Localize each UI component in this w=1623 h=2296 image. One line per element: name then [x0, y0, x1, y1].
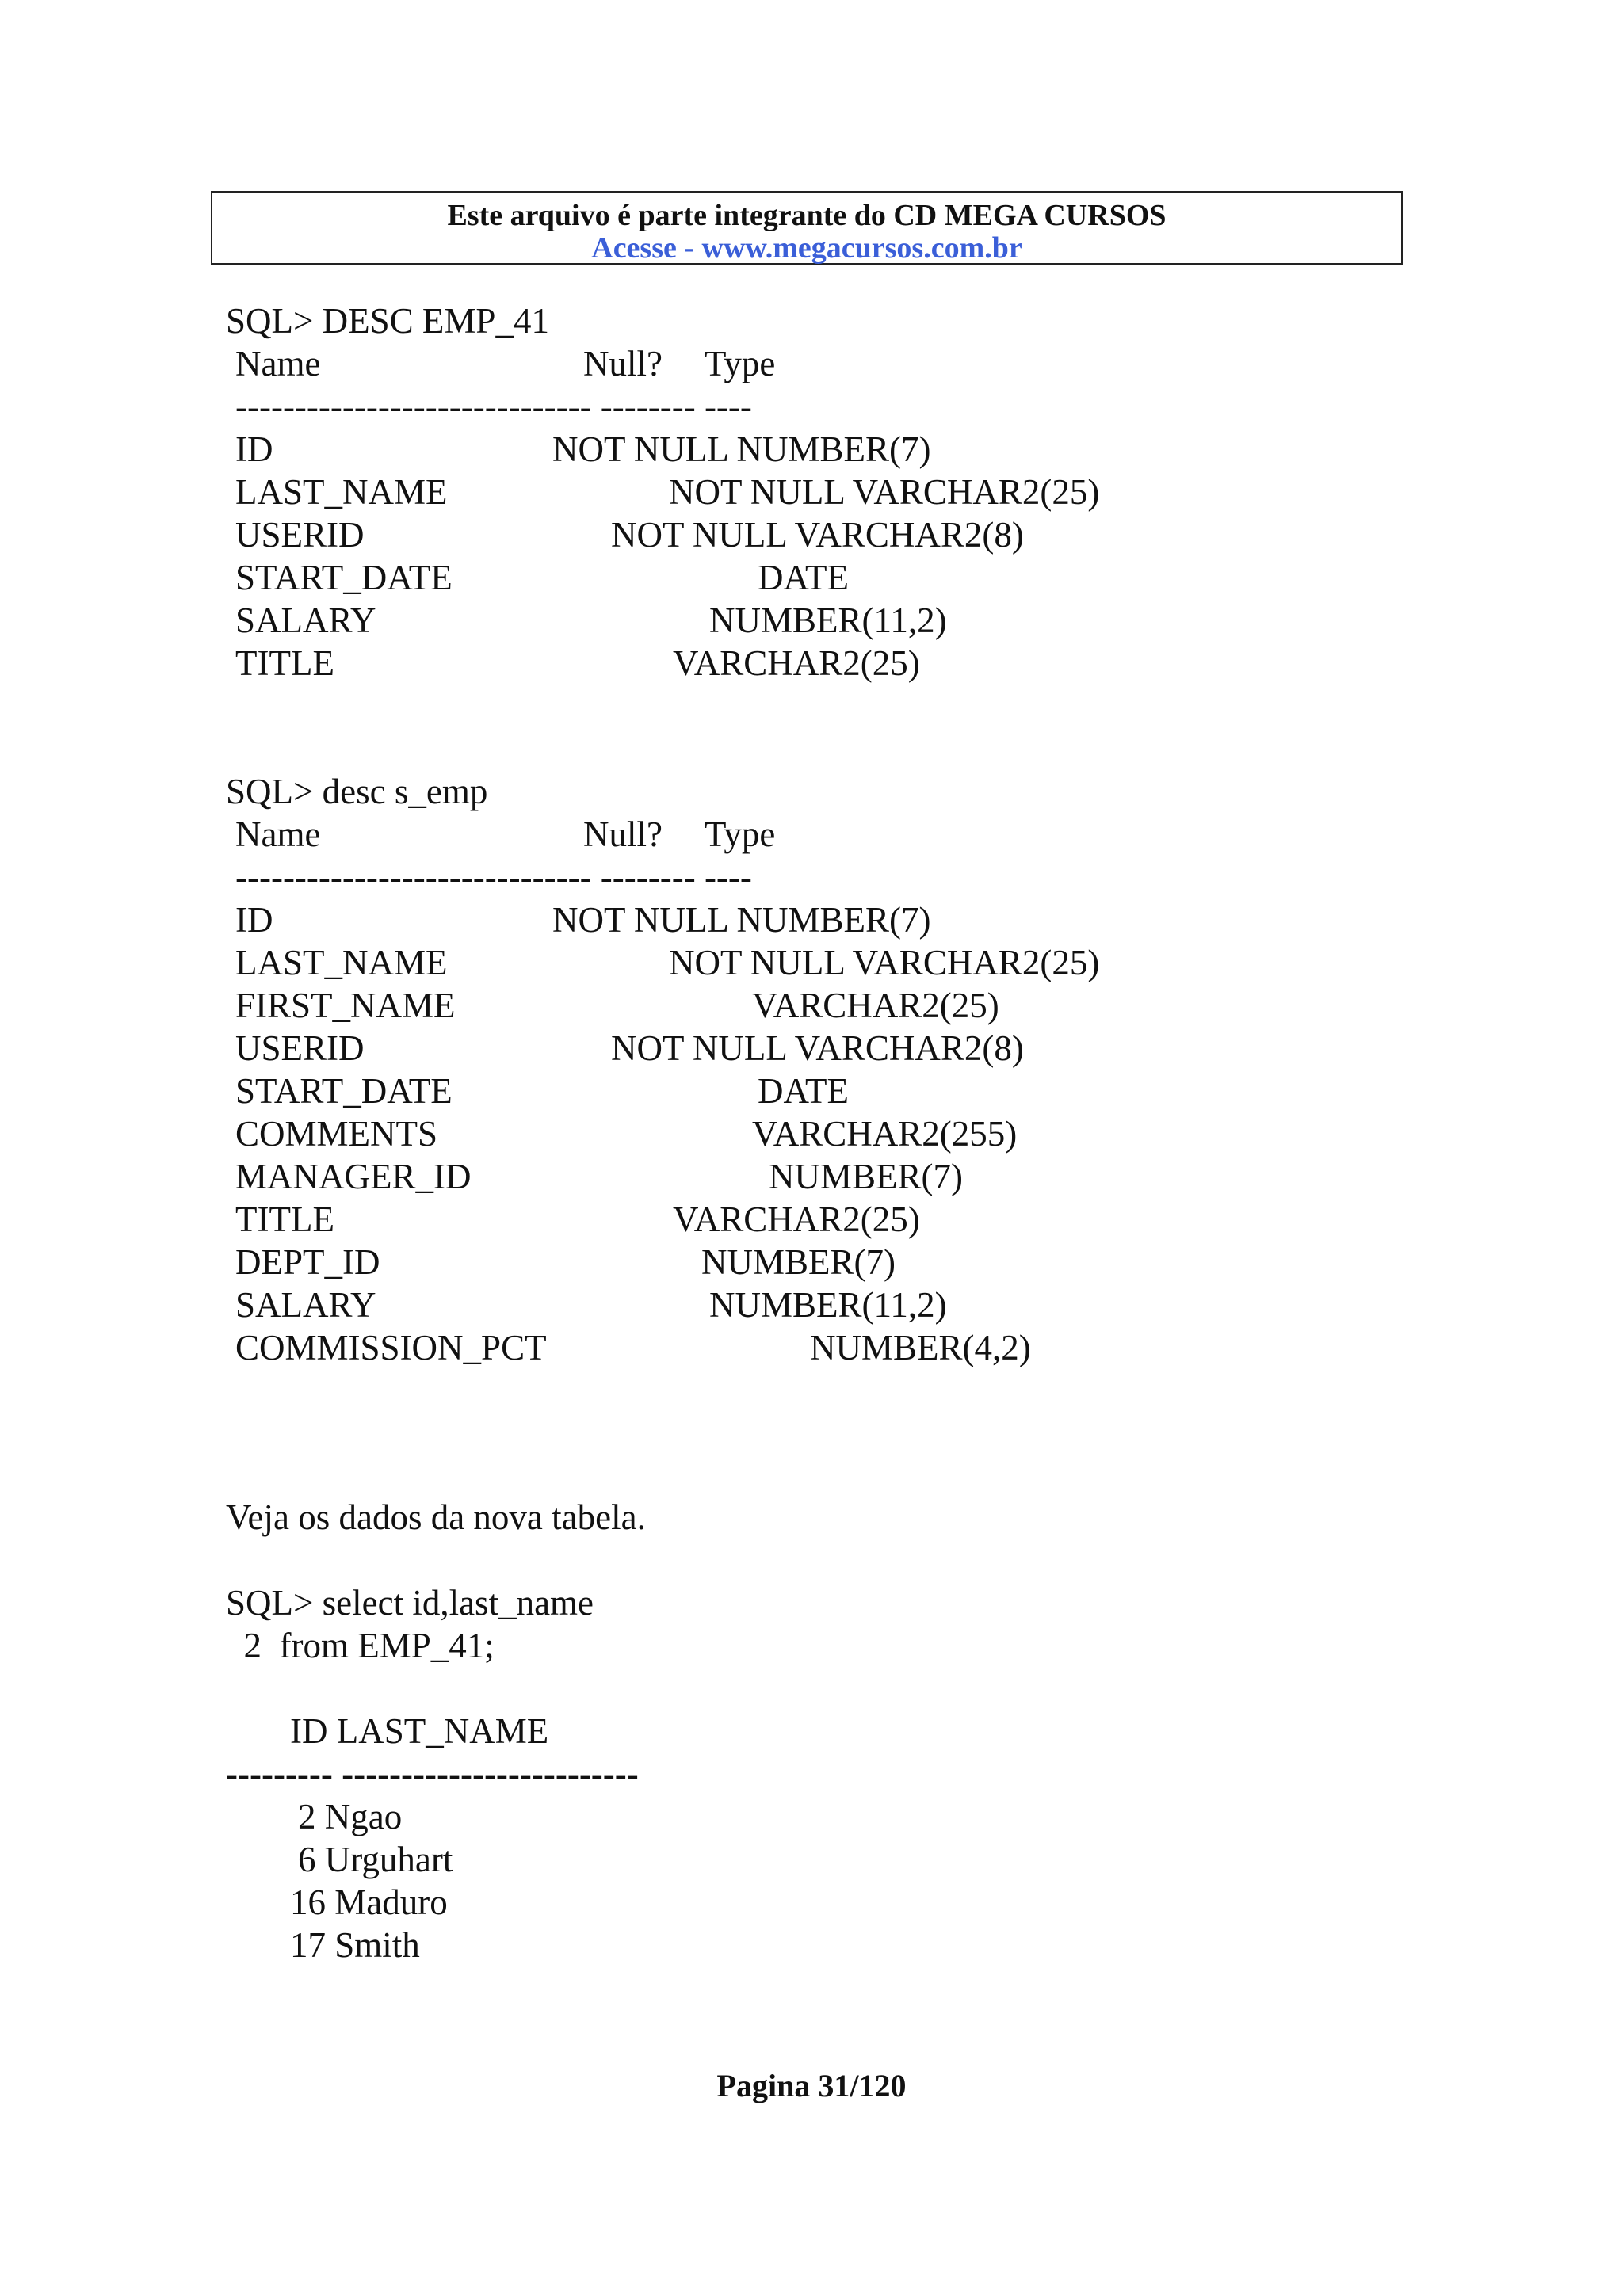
- result-row: 16 Maduro: [290, 1882, 448, 1922]
- desc1-col-null: Null?: [583, 344, 663, 383]
- desc2-row-name: USERID: [235, 1028, 365, 1068]
- desc1-col-name: Name: [235, 344, 321, 383]
- desc1-row-spec: DATE: [758, 558, 849, 597]
- desc2-row-name: DEPT_ID: [235, 1242, 380, 1282]
- result-header: ID LAST_NAME: [290, 1711, 549, 1751]
- desc2-row-name: FIRST_NAME: [235, 986, 456, 1025]
- desc1-row-name: TITLE: [235, 643, 334, 683]
- desc2-row-spec: NOT NULL VARCHAR2(25): [669, 943, 1100, 982]
- desc2-row-spec: NOT NULL VARCHAR2(8): [611, 1028, 1024, 1068]
- result-separator: --------- -------------------------: [226, 1754, 639, 1794]
- desc1-row-name: ID: [235, 429, 273, 469]
- desc2-row-spec: NOT NULL NUMBER(7): [552, 900, 931, 940]
- desc1-row-name: LAST_NAME: [235, 472, 448, 512]
- header-link[interactable]: Acesse - www.megacursos.com.br: [591, 231, 1022, 265]
- header-banner: [211, 191, 1403, 265]
- desc2-row-name: TITLE: [235, 1199, 334, 1239]
- desc1-row-name: START_DATE: [235, 558, 453, 597]
- desc2-row-name: ID: [235, 900, 273, 940]
- desc2-col-null: Null?: [583, 814, 663, 854]
- desc2-row-name: COMMENTS: [235, 1114, 438, 1154]
- desc2-row-spec: NUMBER(4,2): [810, 1328, 1031, 1367]
- desc2-col-name: Name: [235, 814, 321, 854]
- desc2-separator: ------------------------------ -------- ----: [235, 857, 752, 897]
- result-row: 2 Ngao: [298, 1797, 403, 1836]
- desc2-row-spec: NUMBER(7): [769, 1157, 963, 1196]
- desc1-col-type: Type: [705, 344, 776, 383]
- desc1-command: SQL> DESC EMP_41: [226, 301, 549, 341]
- desc2-row-spec: DATE: [758, 1071, 849, 1111]
- desc1-row-spec: NOT NULL NUMBER(7): [552, 429, 931, 469]
- desc2-row-spec: VARCHAR2(25): [673, 1199, 920, 1239]
- desc2-row-name: MANAGER_ID: [235, 1157, 472, 1196]
- desc1-row-name: SALARY: [235, 601, 376, 640]
- intro-text: Veja os dados da nova tabela.: [226, 1497, 646, 1537]
- result-row: 17 Smith: [290, 1925, 420, 1965]
- desc2-row-name: SALARY: [235, 1285, 376, 1325]
- desc1-row-name: USERID: [235, 515, 365, 555]
- desc2-col-type: Type: [705, 814, 776, 854]
- desc1-row-spec: NOT NULL VARCHAR2(8): [611, 515, 1024, 555]
- desc1-row-spec: NUMBER(11,2): [709, 601, 947, 640]
- desc2-row-spec: NUMBER(7): [701, 1242, 896, 1282]
- desc2-row-spec: VARCHAR2(25): [752, 986, 999, 1025]
- result-row: 6 Urguhart: [298, 1840, 453, 1879]
- query-line-1: SQL> select id,last_name: [226, 1583, 594, 1623]
- desc1-row-spec: NOT NULL VARCHAR2(25): [669, 472, 1100, 512]
- desc2-row-name: START_DATE: [235, 1071, 453, 1111]
- desc1-row-spec: VARCHAR2(25): [673, 643, 920, 683]
- desc1-separator: ------------------------------ -------- ----: [235, 387, 752, 426]
- header-title: Este arquivo é parte integrante do CD MEGA CURSOS: [447, 199, 1167, 232]
- page-number: Pagina 31/120: [716, 2068, 907, 2103]
- desc2-row-spec: VARCHAR2(255): [752, 1114, 1018, 1154]
- desc2-row-name: LAST_NAME: [235, 943, 448, 982]
- desc2-command: SQL> desc s_emp: [226, 772, 488, 811]
- desc2-row-name: COMMISSION_PCT: [235, 1328, 547, 1367]
- desc2-row-spec: NUMBER(11,2): [709, 1285, 947, 1325]
- query-line-2: 2 from EMP_41;: [226, 1626, 495, 1665]
